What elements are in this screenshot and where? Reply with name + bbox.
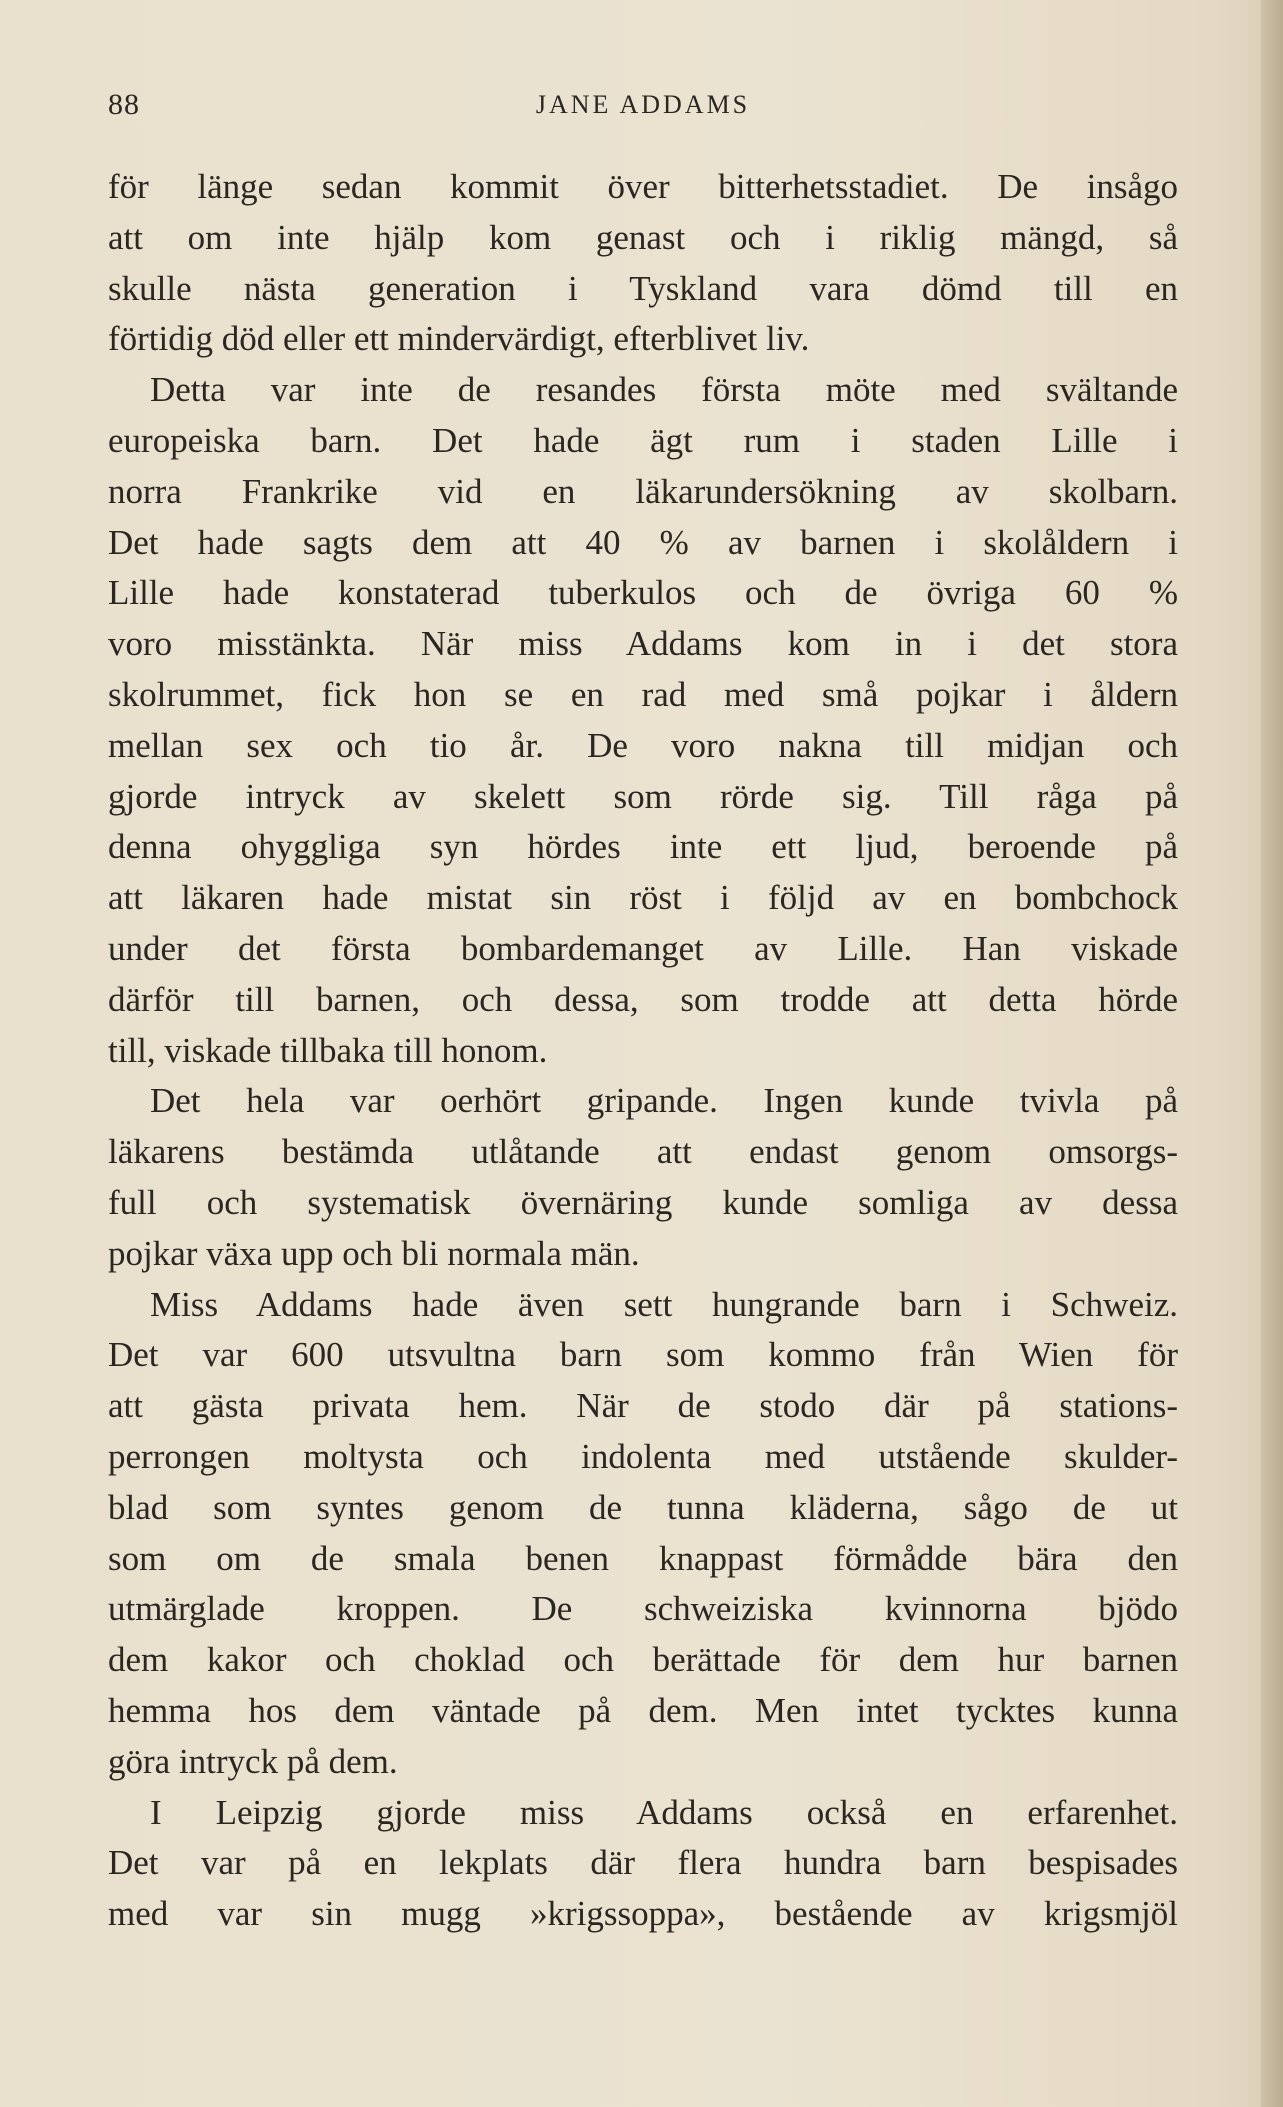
text-line: dem kakor och choklad och berättade för dem hur barnen <box>108 1640 1178 1680</box>
text-line: Det var på en lekplats där flera hundra barn bespisades <box>108 1843 1178 1883</box>
page-binding-edge <box>1261 0 1283 2107</box>
text-line: Miss Addams hade även sett hungrande barn i Schweiz. <box>150 1284 1178 1324</box>
text-line: gjorde intryck av skelett som rörde sig. Till råga på <box>108 776 1178 816</box>
body-text <box>108 162 1178 1940</box>
text-line: för länge sedan kommit över bitterhetsstadiet. De insågo <box>108 167 1178 206</box>
text-line: perrongen moltysta och indolenta med utstående skulder- <box>108 1436 1178 1476</box>
text-line: att om inte hjälp kom genast och i riklig mängd, så <box>108 217 1178 257</box>
text-line: under det första bombardemanget av Lille. Han viskade <box>108 928 1178 968</box>
text-line: Detta var inte de resandes första möte med svältande <box>150 370 1178 410</box>
text-line: med var sin mugg »krigssoppa», bestående av krigsmjöl <box>108 1894 1178 1934</box>
text-line: skulle nästa generation i Tyskland vara dömd till en <box>108 268 1178 308</box>
running-head: JANE ADDAMS <box>535 90 751 119</box>
text-line: att gästa privata hem. När de stodo där på stations- <box>108 1386 1178 1426</box>
page-header <box>108 88 1178 128</box>
text-line: denna ohyggliga syn hördes inte ett ljud, beroende på <box>108 827 1178 867</box>
text-line: mellan sex och tio år. De voro nakna till midjan och <box>108 725 1178 765</box>
text-line: Det hela var oerhört gripande. Ingen kunde tvivla på <box>150 1081 1178 1121</box>
text-line: Lille hade konstaterad tuberkulos och de övriga 60 % <box>108 573 1178 613</box>
text-line: I Leipzig gjorde miss Addams också en erfarenhet. <box>150 1792 1178 1832</box>
text-line: voro misstänkta. När miss Addams kom in i det stora <box>108 624 1178 664</box>
text-line: pojkar växa upp och bli normala män. <box>108 1233 640 1273</box>
page-number: 88 <box>108 88 140 121</box>
text-line: blad som syntes genom de tunna kläderna, sågo de ut <box>108 1487 1178 1527</box>
text-line: Det var 600 utsvultna barn som kommo från Wien för <box>108 1335 1178 1375</box>
text-line: till, viskade tillbaka till honom. <box>108 1030 548 1070</box>
text-line: utmärglade kroppen. De schweiziska kvinnorna bjödo <box>108 1589 1178 1629</box>
text-line: full och systematisk övernäring kunde somliga av dessa <box>108 1182 1178 1222</box>
text-line: göra intryck på dem. <box>108 1741 398 1781</box>
text-line: europeiska barn. Det hade ägt rum i staden Lille i <box>108 420 1178 460</box>
text-line: Det hade sagts dem att 40 % av barnen i skolåldern i <box>108 522 1178 562</box>
text-line: skolrummet, fick hon se en rad med små pojkar i åldern <box>108 674 1178 714</box>
text-line: förtidig död eller ett mindervärdigt, efterblivet liv. <box>108 319 810 359</box>
text-line: läkarens bestämda utlåtande att endast genom omsorgs- <box>108 1132 1178 1172</box>
text-line: norra Frankrike vid en läkarundersökning av skolbarn. <box>108 471 1178 511</box>
text-line: att läkaren hade mistat sin röst i följd av en bombchock <box>108 878 1178 918</box>
text-line: hemma hos dem väntade på dem. Men intet tycktes kunna <box>108 1690 1178 1730</box>
text-line: som om de smala benen knappast förmådde bära den <box>108 1538 1178 1578</box>
text-line: därför till barnen, och dessa, som trodde att detta hörde <box>108 979 1178 1019</box>
